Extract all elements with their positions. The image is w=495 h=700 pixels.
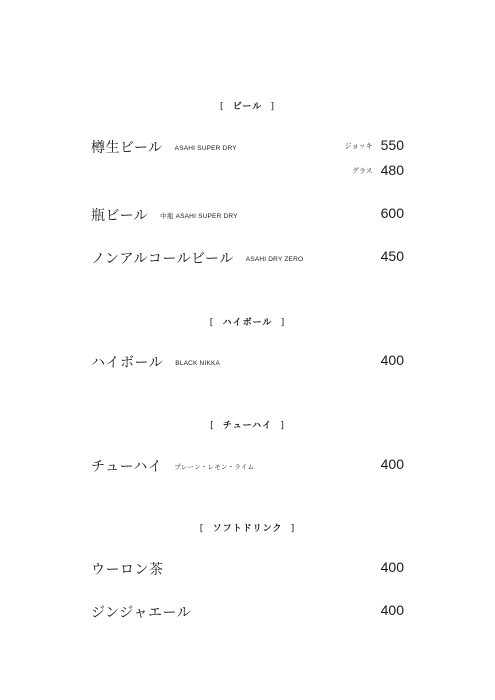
item-subtitle: ASAHI SUPER DRY — [174, 145, 237, 152]
menu-item-oolong-tea — [91, 559, 164, 579]
size-label: ジョッキ — [344, 142, 373, 150]
menu-item-highball — [91, 352, 220, 372]
section-title: ハイボール — [222, 318, 273, 328]
item-price: 480 — [380, 162, 404, 178]
item-price: 450 — [380, 248, 404, 264]
item-subtitle: BLACK NIKKA — [175, 360, 221, 367]
menu-item-draft-beer — [91, 137, 237, 157]
item-name: 樽生ビール — [91, 140, 163, 156]
item-subtitle: ASAHI DRY ZERO — [245, 256, 304, 263]
item-name: 瓶ビール — [91, 208, 149, 224]
item-subtitle: プレーン・レモン・ライム — [174, 464, 255, 471]
size-label: グラス — [351, 167, 373, 175]
item-name: ハイボール — [91, 355, 164, 371]
menu-item-ginger-ale — [91, 602, 191, 622]
item-name: チューハイ — [91, 459, 163, 475]
menu-item-non-alcohol-beer — [91, 248, 303, 268]
item-name: ノンアルコールビール — [91, 251, 234, 267]
price-row-mug — [345, 137, 404, 153]
section-title: ビール — [232, 102, 263, 112]
item-price: 400 — [380, 456, 404, 472]
section-title: ソフトドリンク — [212, 524, 283, 534]
menu-item-chuhai — [91, 456, 254, 476]
item-subtitle: 中瓶 ASAHI SUPER DRY — [160, 213, 238, 220]
section-title: チューハイ — [222, 421, 273, 431]
item-price: 400 — [380, 352, 404, 368]
item-name: ウーロン茶 — [91, 562, 164, 578]
menu-item-bottled-beer — [91, 205, 238, 225]
item-price: 400 — [380, 559, 404, 575]
section-header-beer: [ ビール ] — [219, 102, 276, 112]
section-header-highball: [ ハイボール ] — [209, 318, 286, 328]
price-row-glass — [352, 162, 404, 178]
item-price: 400 — [380, 602, 404, 618]
item-price: 600 — [380, 205, 404, 221]
section-header-chuhai: [ チューハイ ] — [210, 421, 285, 431]
item-name: ジンジャエール — [91, 605, 192, 621]
item-price: 550 — [380, 137, 404, 153]
section-header-soft-drinks: [ ソフトドリンク ] — [199, 524, 296, 534]
